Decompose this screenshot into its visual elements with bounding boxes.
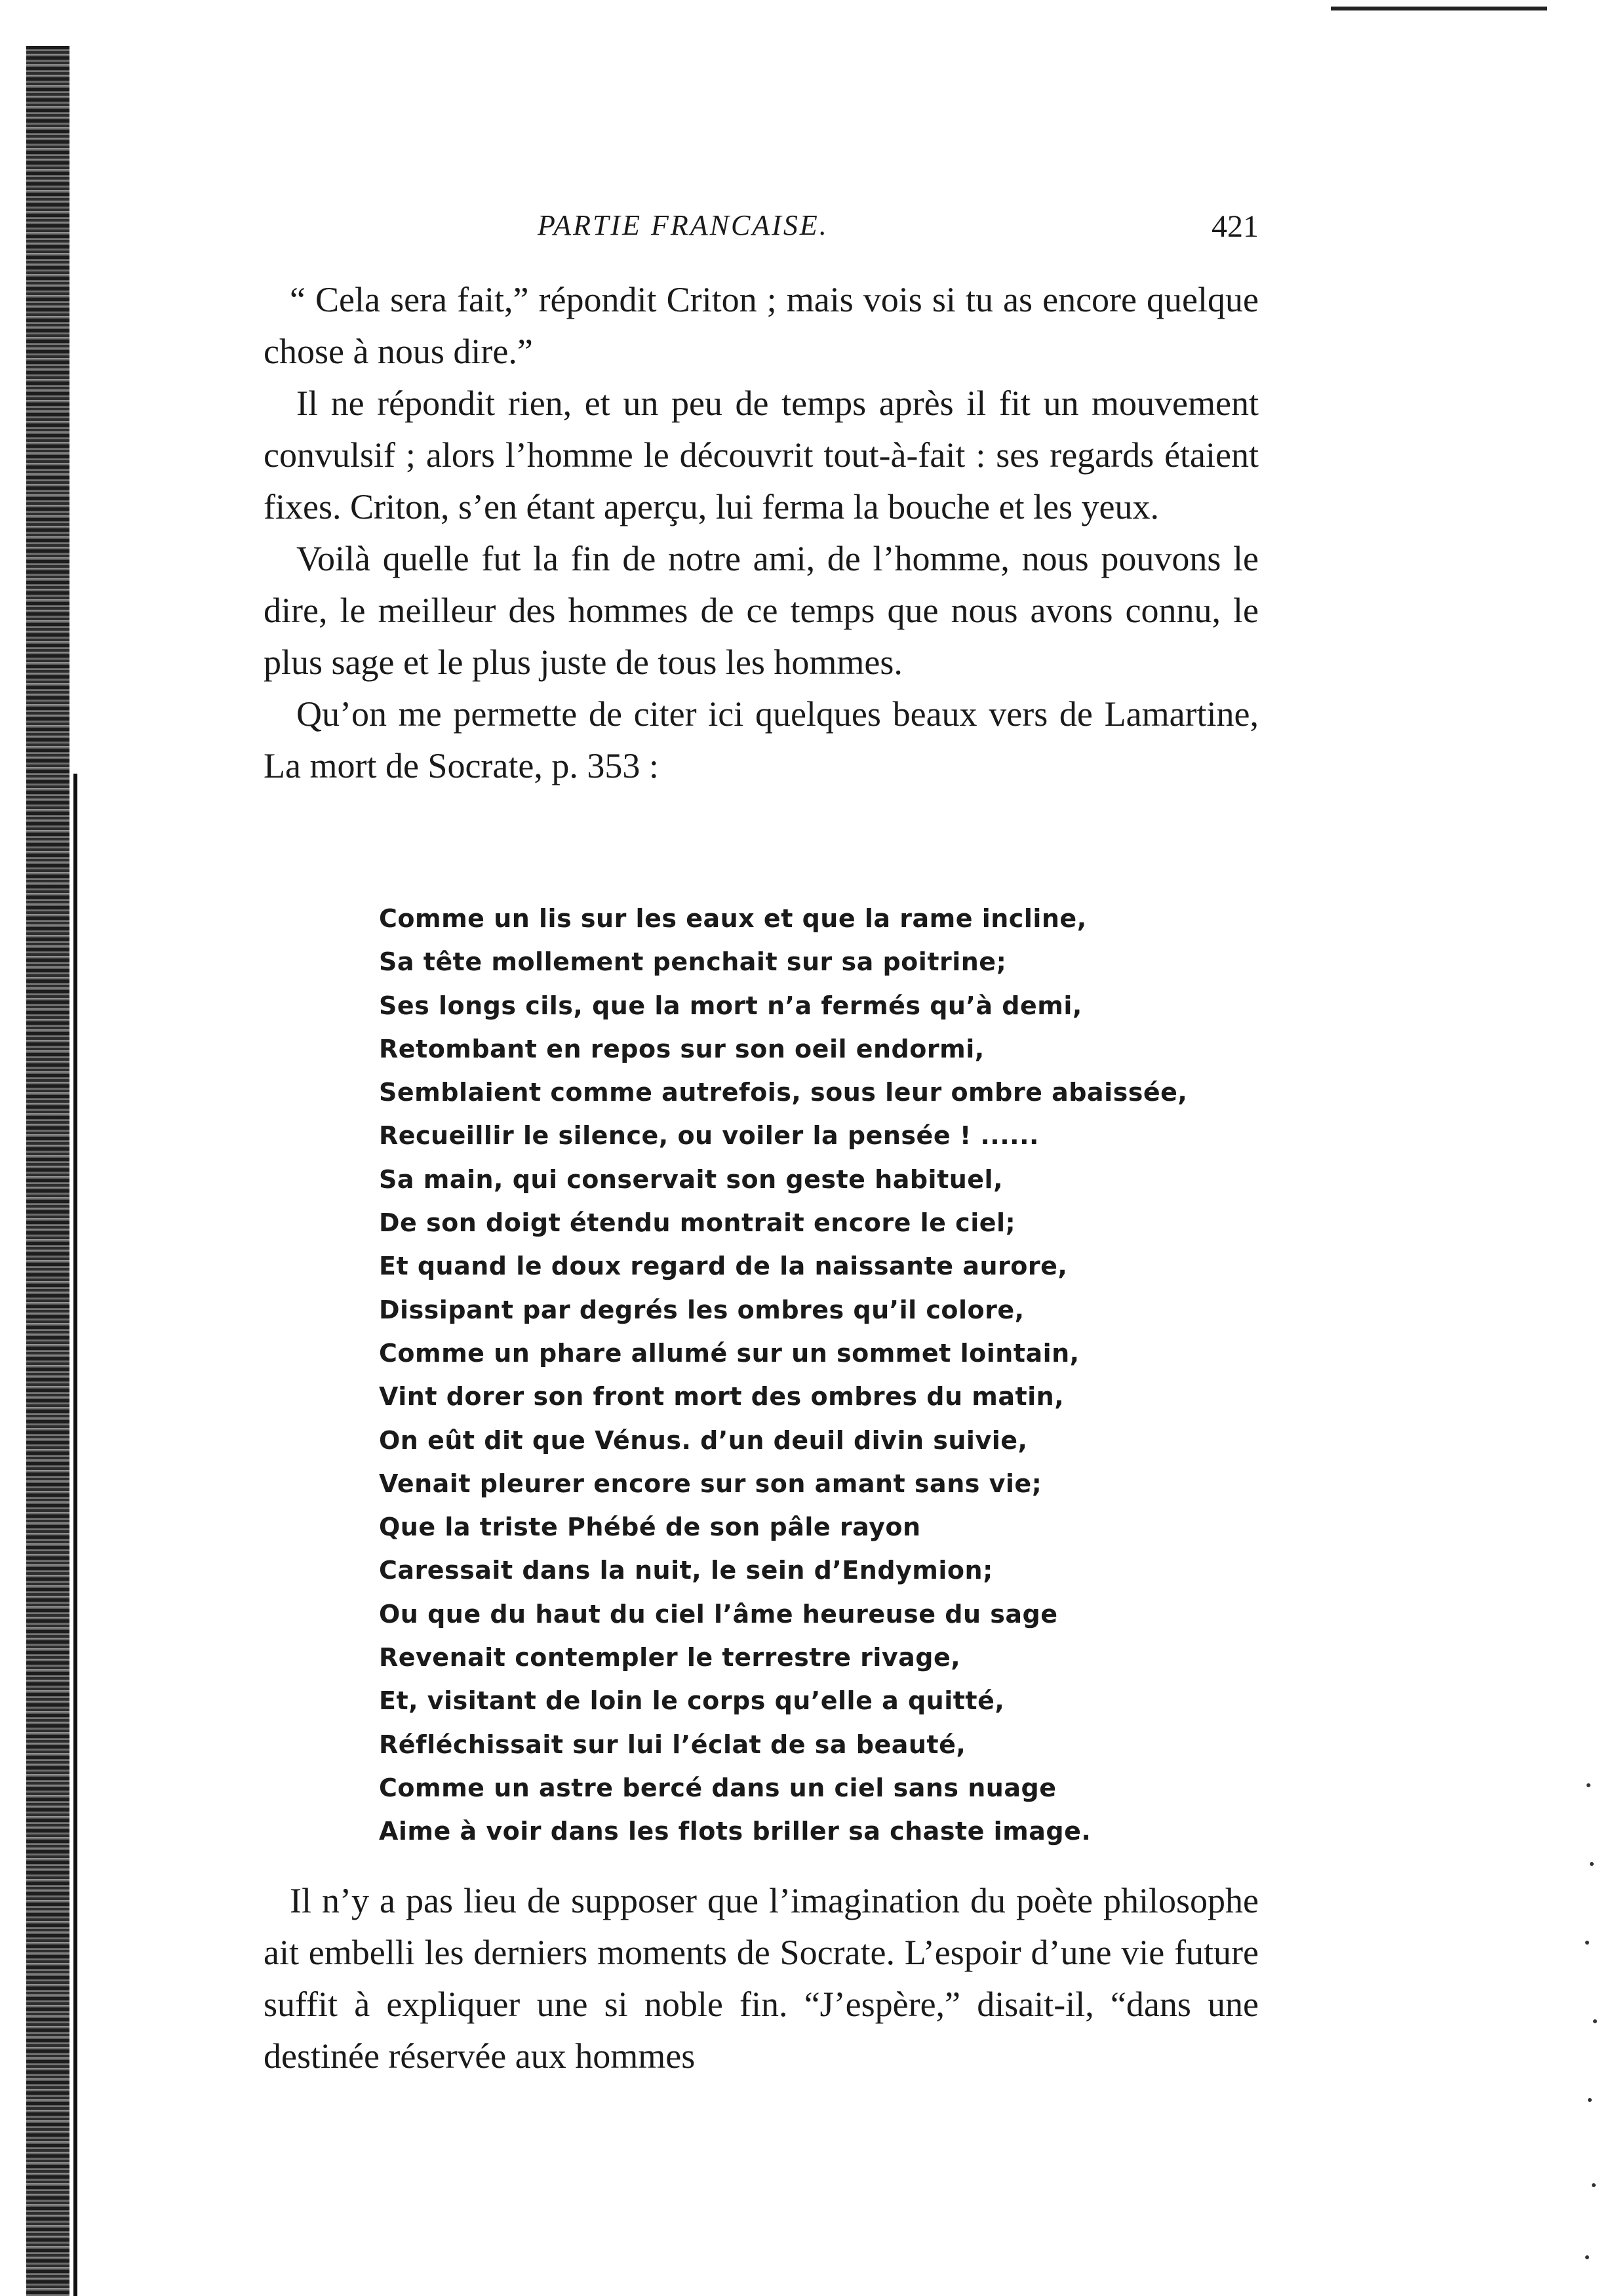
poem-line: Et quand le doux regard de la naissante aurore,: [379, 1252, 1068, 1281]
poem-line: Semblaient comme autrefois, sous leur ombre abaissée,: [379, 1078, 1188, 1107]
paragraph: Il ne répondit rien, et un peu de temps après il fit un mouvement convulsif ; alors l’homme le découvrit tout-à-fait : ses regards étaient fixes. Criton, s’en étant aperçu, lui ferma la bouche et les yeux.: [264, 384, 1259, 526]
poem-block: [379, 897, 1188, 1853]
poem-line: Et, visitant de loin le corps qu’elle a quitté,: [379, 1686, 1005, 1716]
poem-line: Ses longs cils, que la mort n’a fermés qu’à demi,: [379, 991, 1082, 1020]
poem-line: Retombant en repos sur son oeil endormi,: [379, 1034, 985, 1063]
poem-line: On eût dit que Vénus. d’un deuil divin suivie,: [379, 1425, 1028, 1455]
paragraph: Qu’on me permette de citer ici quelques beaux vers de Lamartine, La mort de Socrate, p. 353 :: [264, 694, 1259, 785]
page-header: [262, 208, 1259, 248]
poem-line: Venait pleurer encore sur son amant sans vie;: [379, 1469, 1042, 1498]
binding-edge: [26, 46, 69, 2296]
poem-line: Caressait dans la nuit, le sein d’Endymion;: [379, 1556, 993, 1585]
poem-line: Vint dorer son front mort des ombres du matin,: [379, 1382, 1065, 1412]
prose-bottom: [264, 1875, 1259, 2082]
poem-line: Dissipant par degrés les ombres qu’il colore,: [379, 1295, 1025, 1324]
paragraph: Voilà quelle fut la fin de notre ami, de l’homme, nous pouvons le dire, le meilleur des hommes de ce temps que nous avons connu, le plus sage et le plus juste de tous les hommes.: [264, 539, 1259, 682]
speck-mark: [1590, 1862, 1594, 1866]
speck-mark: [1592, 2183, 1596, 2187]
poem-line: De son doigt étendu montrait encore le ciel;: [379, 1208, 1016, 1238]
speck-mark: [1586, 1783, 1590, 1787]
paragraph: “ Cela sera fait,” répondit Criton ; mais vois si tu as encore quelque chose à nous dire.”: [264, 280, 1259, 371]
poem-line: Comme un phare allumé sur un sommet lointain,: [379, 1338, 1080, 1368]
prose-top: [264, 274, 1259, 792]
binding-line: [73, 774, 77, 2296]
poem-line: Ou que du haut du ciel l’âme heureuse du sage: [379, 1599, 1058, 1629]
running-head: PARTIE FRANCAISE.: [538, 209, 829, 241]
poem-line: Que la triste Phébé de son pâle rayon: [379, 1513, 921, 1542]
paragraph: Il n’y a pas lieu de supposer que l’imagination du poète philosophe ait embelli les derniers moments de Socrate. L’espoir d’une vie future suffit à expliquer une si noble fin. “J’espère,” disait-il, “dans une destinée réservée aux hommes: [264, 1881, 1259, 2076]
poem-line: Réfléchissait sur lui l’éclat de sa beauté,: [379, 1730, 966, 1759]
speck-mark: [1585, 2255, 1589, 2259]
poem-line: Revenait contempler le terrestre rivage,: [379, 1643, 961, 1673]
top-rule: [1331, 7, 1547, 10]
poem-line: Aime à voir dans les flots briller sa chaste image.: [379, 1817, 1092, 1846]
speck-mark: [1593, 2019, 1597, 2023]
speck-mark: [1585, 1941, 1589, 1945]
page-number: 421: [1212, 209, 1259, 244]
poem-line: Recueillir le silence, ou voiler la pensée ! ......: [379, 1121, 1039, 1151]
poem-line: Comme un astre bercé dans un ciel sans nuage: [379, 1773, 1057, 1802]
poem-line: Comme un lis sur les eaux et que la rame incline,: [379, 904, 1087, 933]
speck-mark: [1588, 2098, 1592, 2102]
poem-line: Sa main, qui conservait son geste habituel,: [379, 1164, 1004, 1194]
poem-line: Sa tête mollement penchait sur sa poitrine;: [379, 947, 1007, 977]
